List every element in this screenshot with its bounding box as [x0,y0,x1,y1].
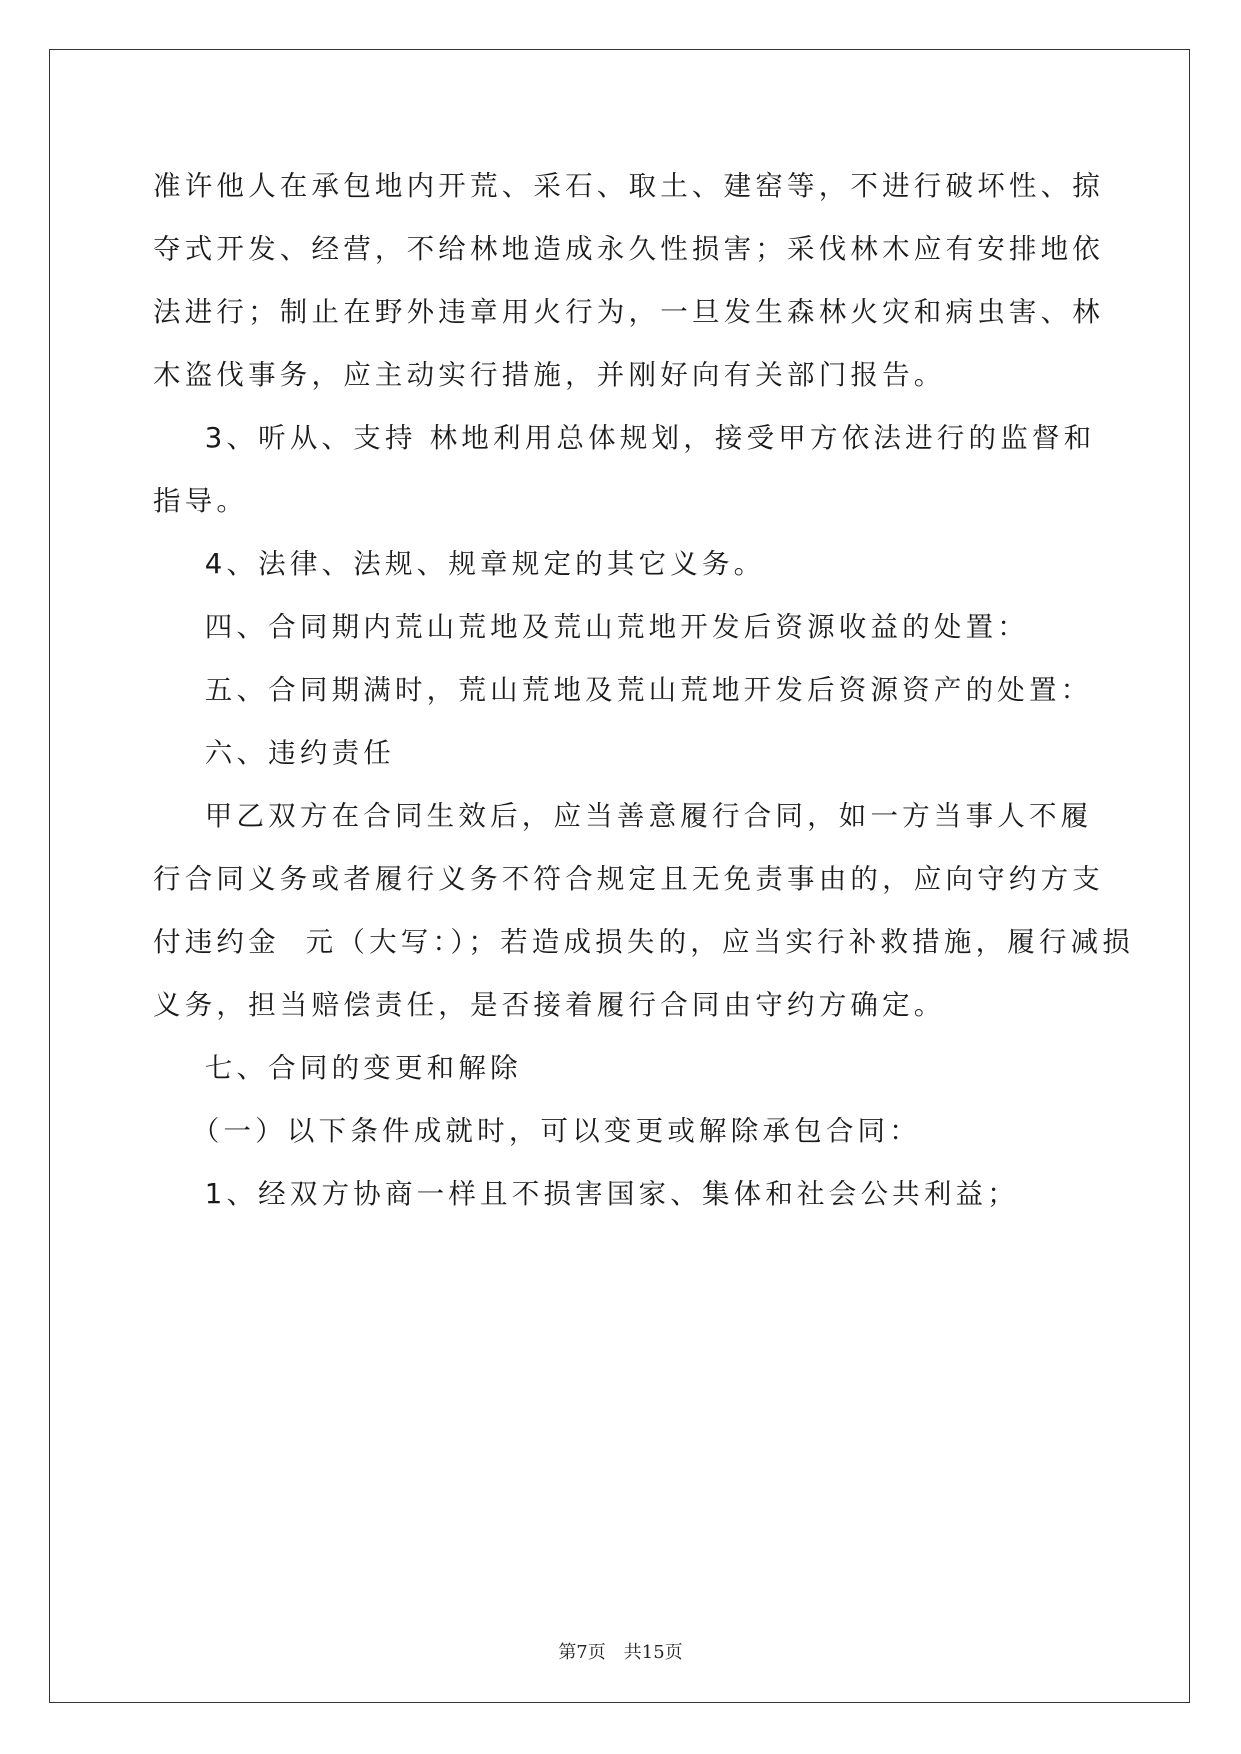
text-line: 4、法律、法规、规章规定的其它义务。 [153,548,766,580]
text-line: 法进行；制止在野外违章用火行为，一旦发生森林火灾和病虫害、林 [153,296,1104,328]
text-line: 付违约金 元（大写：）；若造成损失的，应当实行补救措施，履行减损 [153,926,1135,958]
page-total: 共15页 [623,1642,683,1663]
text-line: 夺式开发、经营，不给林地造成永久性损害；采伐林木应有安排地依 [153,233,1104,265]
text-line: 义务，担当赔偿责任，是否接着履行合同由守约方确定。 [153,989,946,1021]
document-body [153,155,1135,1226]
text-line: （一）以下条件成就时，可以变更或解除承包合同： [153,1115,921,1147]
text-line: 木盗伐事务，应主动实行措施，并刚好向有关部门报告。 [153,359,946,391]
text-line: 五、合同期满时，荒山荒地及荒山荒地开发后资源资产的处置： [153,674,1093,706]
text-line: 六、违约责任 [153,737,395,769]
text-line: 四、合同期内荒山荒地及荒山荒地开发后资源收益的处置： [153,611,1029,643]
text-line: 甲乙双方在合同生效后，应当善意履行合同，如一方当事人不履 [153,800,1093,832]
text-line: 指导。 [153,485,249,517]
text-line: 3、听从、支持 林地利用总体规划，接受甲方依法进行的监督和 [153,422,1096,454]
text-line: 七、合同的变更和解除 [153,1052,522,1084]
page-footer [0,1638,1241,1664]
page-number: 第7页 [558,1642,606,1663]
text-line: 1、经双方协商一样且不损害国家、集体和社会公共利益； [153,1178,1019,1210]
text-line: 准许他人在承包地内开荒、采石、取土、建窑等，不进行破坏性、掠 [153,170,1104,202]
text-line: 行合同义务或者履行义务不符合规定且无免责事由的，应向守约方支 [153,863,1104,895]
